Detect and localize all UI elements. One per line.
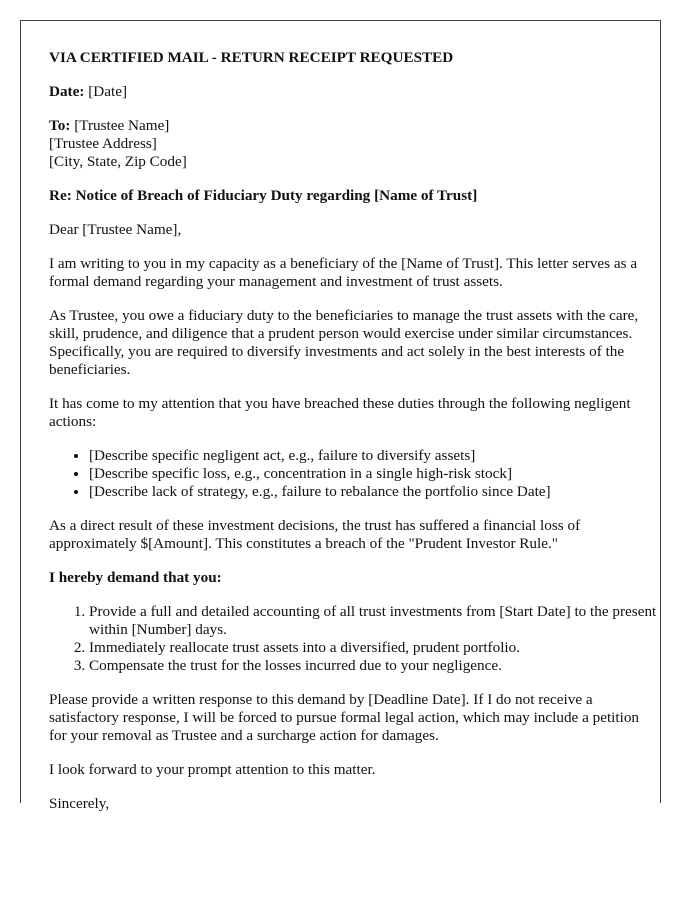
list-item: 3. Compensate the trust for the losses incurred due to your negligence. bbox=[89, 657, 660, 675]
paragraph: As Trustee, you owe a fiduciary duty to the beneficiaries to manage the trust assets with the care, skill, prudence, and diligence that a prudent person would exercise under similar circumstances. Specifically, you are required to diversify investments and act solely in the best interests of the beneficiaries. bbox=[49, 307, 639, 378]
list-item: • [Describe specific loss, e.g., concentration in a single high-risk stock] bbox=[89, 465, 660, 483]
date-value: [Date] bbox=[88, 83, 128, 100]
paragraph: I look forward to your prompt attention to this matter. bbox=[49, 761, 376, 778]
demand-heading: I hereby demand that you: bbox=[49, 569, 222, 586]
paragraph: As a direct result of these investment decisions, the trust has suffered a financial loss of approximately $[Amount]. This constitutes a breach of the "Prudent Investor Rule." bbox=[49, 517, 581, 552]
closing: Sincerely, bbox=[49, 795, 110, 812]
to-label: To: bbox=[49, 117, 71, 134]
list-item: 1. Provide a full and detailed accounting of all trust investments from [Start Date] to the present within [Number] days. bbox=[89, 603, 660, 639]
subject-line: Re: Notice of Breach of Fiduciary Duty regarding [Name of Trust] bbox=[49, 187, 478, 204]
list-item: • [Describe lack of strategy, e.g., failure to rebalance the portfolio since Date] bbox=[89, 483, 660, 501]
date-label: Date: bbox=[49, 83, 85, 100]
date-line bbox=[49, 83, 660, 101]
letter-page bbox=[20, 20, 661, 812]
paragraph: I am writing to you in my capacity as a beneficiary of the [Name of Trust]. This letter serves as a formal demand regarding your management and investment of trust assets. bbox=[49, 255, 638, 290]
paragraph: It has come to my attention that you have breached these duties through the following negligent actions: bbox=[49, 395, 631, 430]
mail-header: VIA CERTIFIED MAIL - RETURN RECEIPT REQUESTED bbox=[49, 49, 454, 66]
trustee-city: [City, State, Zip Code] bbox=[49, 153, 187, 170]
trustee-name: [Trustee Name] bbox=[74, 117, 170, 134]
paragraph: Please provide a written response to this demand by [Deadline Date]. If I do not receive a satisfactory response, I will be forced to pursue formal legal action, which may include a petition for your removal as Trustee and a surcharge action for damages. bbox=[49, 691, 640, 744]
negligent-actions-list bbox=[49, 447, 660, 501]
recipient-block bbox=[49, 117, 660, 171]
salutation: Dear [Trustee Name], bbox=[49, 221, 182, 238]
trustee-address: [Trustee Address] bbox=[49, 135, 157, 152]
list-item: 2. Immediately reallocate trust assets into a diversified, prudent portfolio. bbox=[89, 639, 660, 657]
demands-list bbox=[49, 603, 660, 675]
list-item: • [Describe specific negligent act, e.g., failure to diversify assets] bbox=[89, 447, 660, 465]
